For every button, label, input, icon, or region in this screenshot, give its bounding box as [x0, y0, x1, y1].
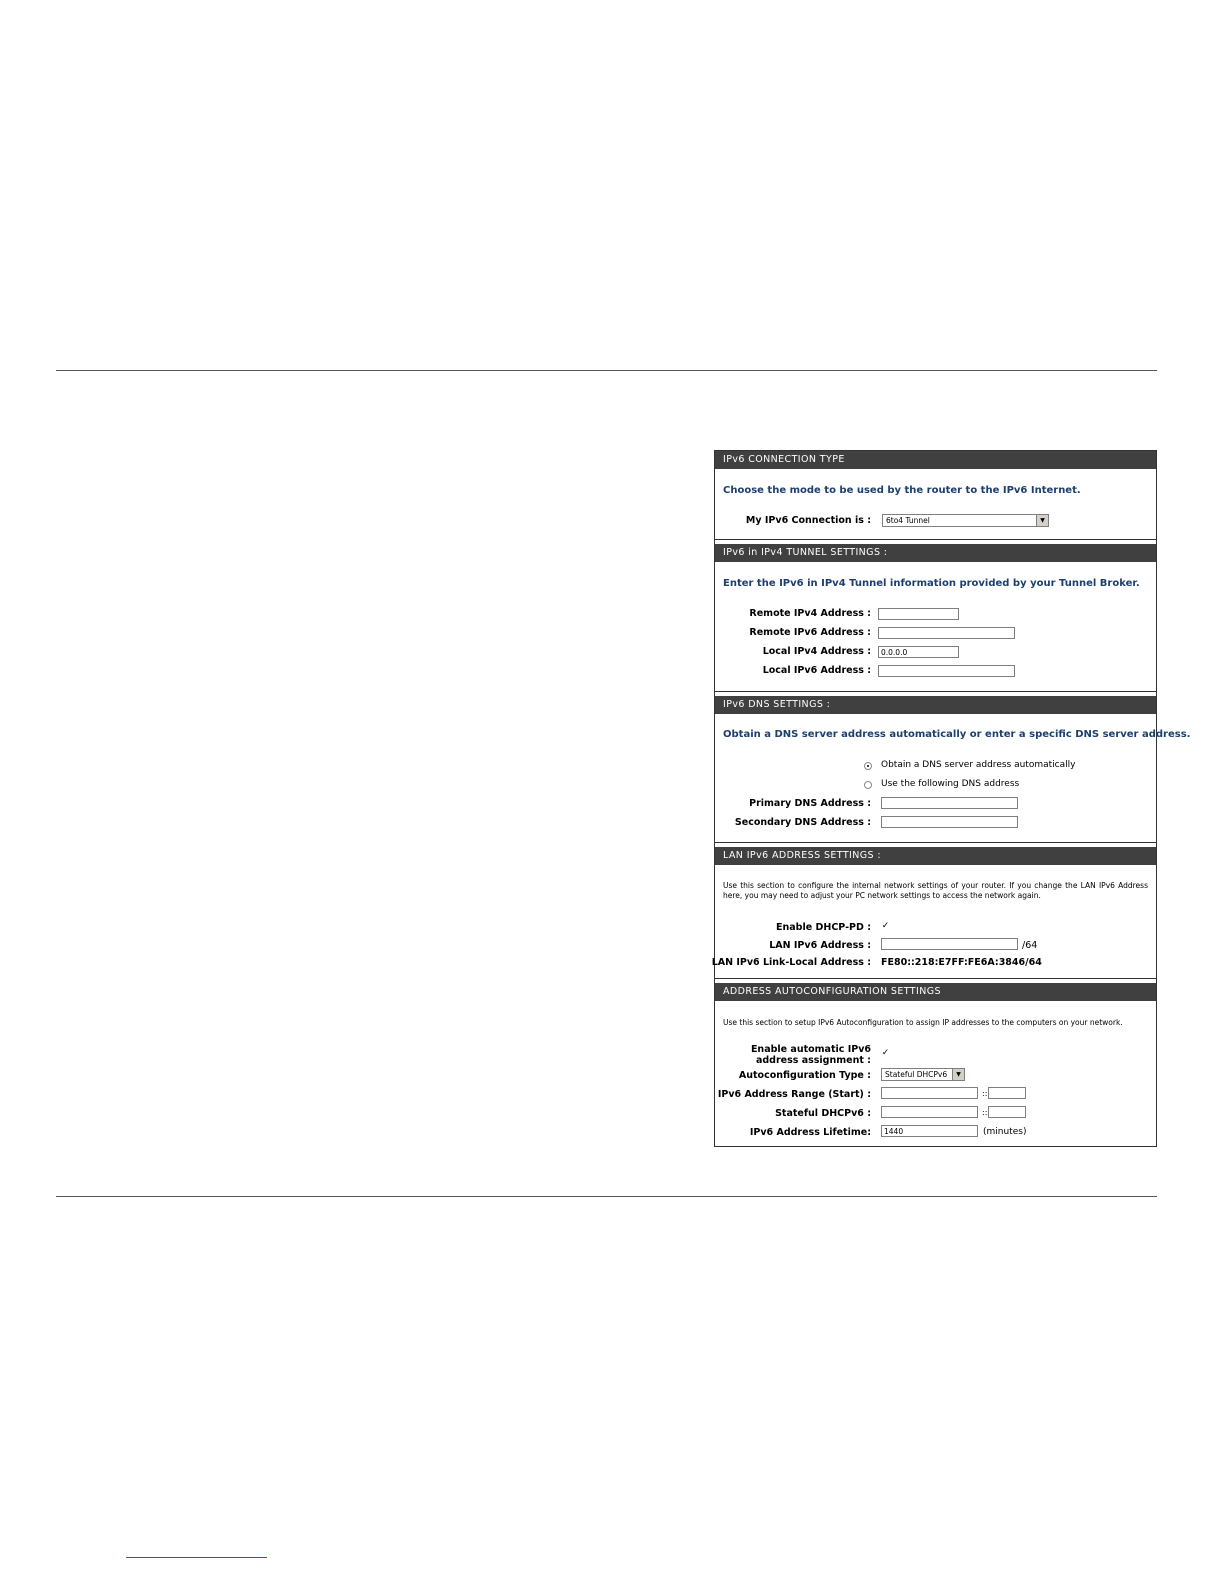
- link-local-label: LAN IPv6 Link-Local Address :: [711, 957, 871, 968]
- remote-ipv6-field[interactable]: [878, 627, 1015, 639]
- address-range-start-field[interactable]: [881, 1087, 978, 1099]
- address-range-label: IPv6 Address Range (Start) :: [717, 1089, 871, 1100]
- chevron-down-icon[interactable]: ▼: [1036, 515, 1048, 526]
- dns-settings-section: [715, 695, 1191, 843]
- secondary-dns-label: Secondary DNS Address :: [734, 817, 871, 828]
- footer-link-underline[interactable]: [126, 1557, 267, 1558]
- section-header: ADDRESS AUTOCONFIGURATION SETTINGS: [715, 982, 1156, 1001]
- section-header: IPv6 DNS SETTINGS :: [715, 695, 1156, 714]
- section-description: Enter the IPv6 in IPv4 Tunnel information provided by your Tunnel Broker.: [723, 578, 1140, 589]
- section-divider: [715, 978, 1156, 979]
- autoconfig-type-select[interactable]: [881, 1068, 965, 1081]
- bottom-divider: [56, 1196, 1157, 1197]
- link-local-value: FE80::218:E7FF:FE6A:3846/64: [881, 957, 1042, 968]
- dns-manual-label: Use the following DNS address: [881, 779, 1020, 789]
- chevron-down-icon[interactable]: ▼: [952, 1069, 964, 1080]
- section-header: LAN IPv6 ADDRESS SETTINGS :: [715, 846, 1156, 865]
- remote-ipv4-field[interactable]: [878, 608, 959, 620]
- ipv6-settings-panel: [711, 450, 1191, 1147]
- stateful-dhcpv6-label: Stateful DHCPv6 :: [775, 1108, 871, 1119]
- section-divider: [715, 539, 1156, 540]
- remote-ipv6-label: Remote IPv6 Address :: [749, 627, 871, 638]
- address-range-suffix-field[interactable]: [988, 1087, 1026, 1099]
- secondary-dns-field[interactable]: [881, 816, 1018, 828]
- connection-type-select[interactable]: [882, 514, 1049, 527]
- autoconfig-section: [715, 982, 1156, 1146]
- lan-ipv6-address-field[interactable]: [881, 938, 1018, 950]
- stateful-dhcpv6-suffix-field[interactable]: [988, 1106, 1026, 1118]
- lan-ipv6-address-label: LAN IPv6 Address :: [769, 940, 871, 951]
- dns-auto-radio[interactable]: [864, 762, 872, 770]
- section-description: Use this section to setup IPv6 Autoconfiguration to assign IP addresses to the computers on your network.: [723, 1018, 1123, 1027]
- local-ipv6-label: Local IPv6 Address :: [762, 665, 871, 676]
- section-header: IPv6 CONNECTION TYPE: [715, 451, 1156, 469]
- top-divider: [56, 370, 1157, 371]
- lan-settings-section: [711, 846, 1156, 978]
- section-description: Obtain a DNS server address automatically or enter a specific DNS server address.: [723, 729, 1191, 740]
- autoconfig-type-label: Autoconfiguration Type :: [738, 1070, 871, 1081]
- dhcp-pd-label: Enable DHCP-PD :: [776, 922, 871, 933]
- section-header: IPv6 in IPv4 TUNNEL SETTINGS :: [715, 543, 1156, 562]
- connection-type-section: [715, 451, 1156, 539]
- lan-prefix-suffix: /64: [1022, 940, 1038, 951]
- section-divider: [715, 691, 1156, 692]
- enable-autoconfig-checkbox[interactable]: [881, 1049, 890, 1058]
- section-divider: [715, 842, 1156, 843]
- dns-auto-label: Obtain a DNS server address automatically: [881, 760, 1076, 770]
- section-description: Choose the mode to be used by the router to the IPv6 Internet.: [723, 485, 1081, 496]
- check-icon: ✓: [881, 1048, 890, 1058]
- connection-type-value: 6to4 Tunnel: [886, 516, 930, 525]
- autoconfig-type-value: Stateful DHCPv6: [885, 1070, 948, 1079]
- stateful-dhcpv6-field[interactable]: [881, 1106, 978, 1118]
- check-icon: ✓: [881, 921, 890, 931]
- section-description: Use this section to configure the internal network settings of your router. If you change the LAN IPv6 Address here, you may need to adjust your PC network settings to access the network again.: [723, 881, 1148, 900]
- address-lifetime-unit: (minutes): [983, 1127, 1027, 1137]
- address-lifetime-label: IPv6 Address Lifetime:: [749, 1127, 871, 1138]
- stateful-dhcpv6-separator: ::: [982, 1108, 988, 1117]
- connection-label: My IPv6 Connection is :: [745, 515, 871, 526]
- enable-autoconfig-label-line2: address assignment :: [755, 1055, 871, 1066]
- address-lifetime-field[interactable]: [881, 1125, 978, 1137]
- remote-ipv4-label: Remote IPv4 Address :: [749, 608, 871, 619]
- enable-autoconfig-label-line1: Enable automatic IPv6: [750, 1044, 871, 1055]
- enable-autoconfig-label: [751, 1044, 871, 1066]
- primary-dns-label: Primary DNS Address :: [749, 798, 871, 809]
- dhcp-pd-checkbox[interactable]: [881, 922, 890, 931]
- tunnel-settings-section: [715, 543, 1156, 693]
- address-range-separator: ::: [982, 1089, 988, 1098]
- primary-dns-field[interactable]: [881, 797, 1018, 809]
- local-ipv6-field[interactable]: [878, 665, 1015, 677]
- local-ipv4-label: Local IPv4 Address :: [762, 646, 871, 657]
- local-ipv4-field[interactable]: [878, 646, 959, 658]
- dns-manual-radio[interactable]: [864, 781, 872, 789]
